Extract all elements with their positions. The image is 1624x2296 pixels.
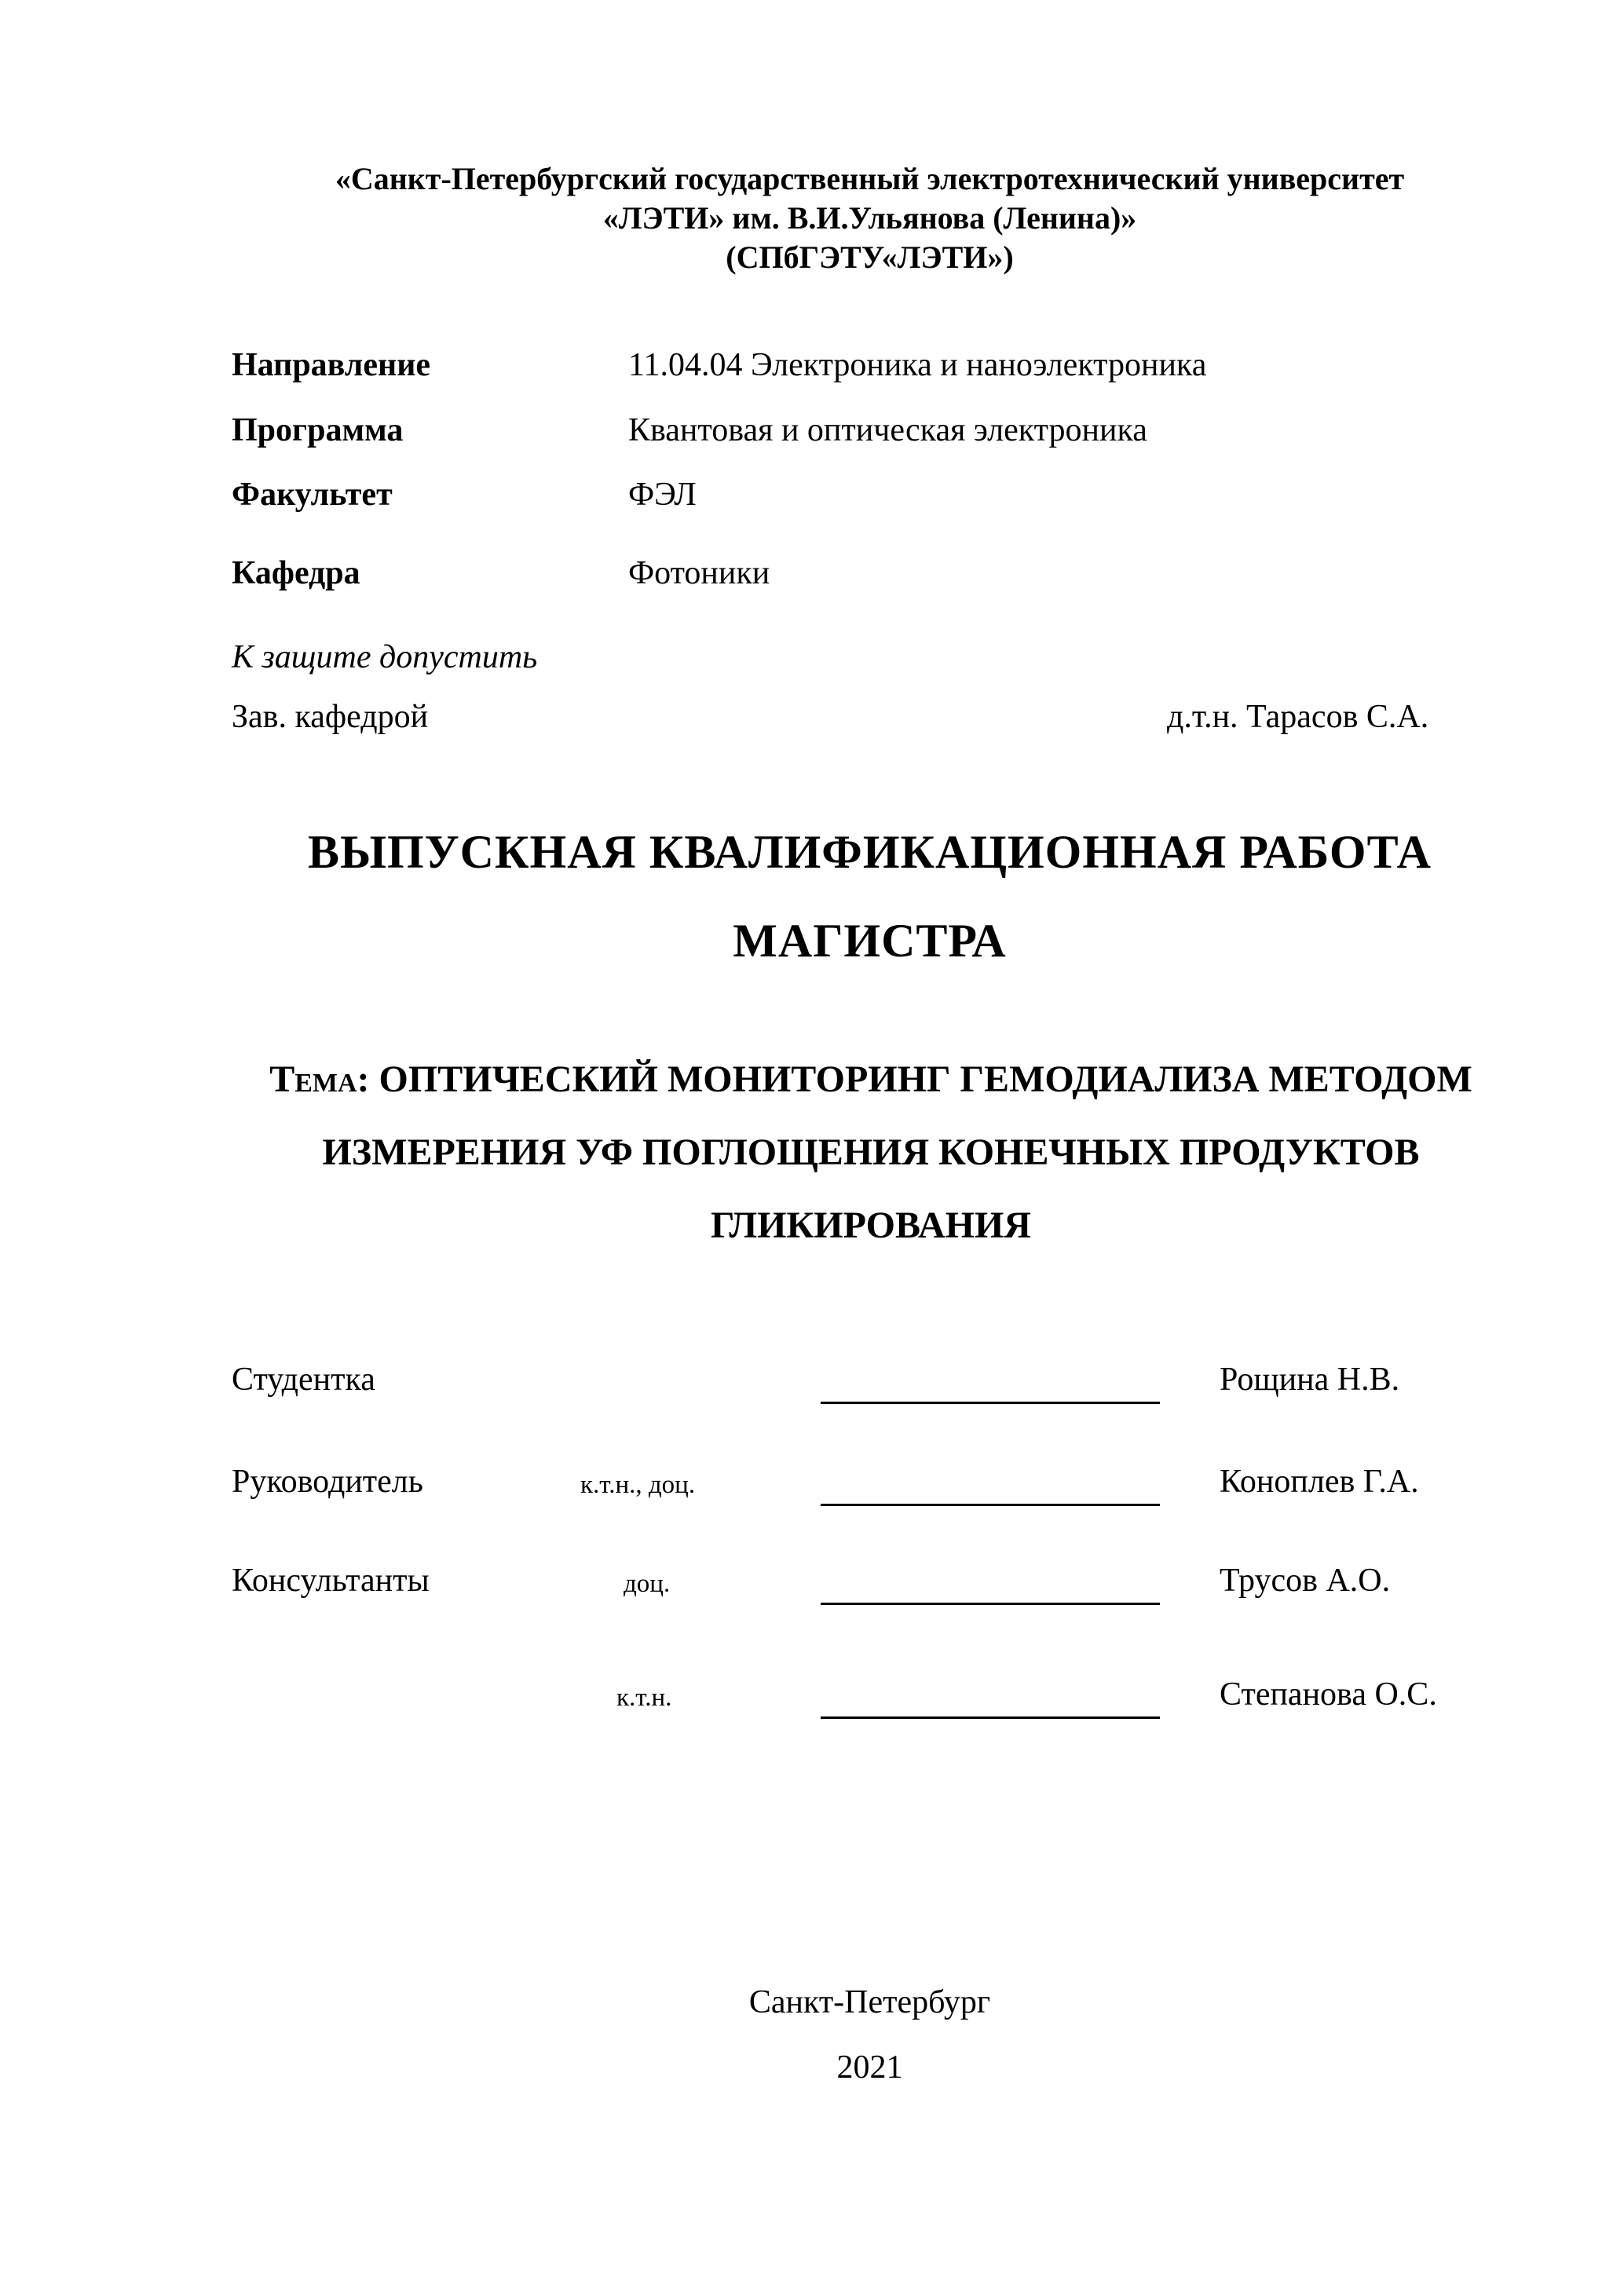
student-label: Студентка <box>232 1362 375 1398</box>
faculty-label: Факультет <box>232 477 393 513</box>
signature-line <box>821 1559 1160 1605</box>
signature-row-supervisor <box>232 1461 1508 1515</box>
department-head-name: д.т.н. Тарасов С.А. <box>1167 699 1429 735</box>
info-row-faculty <box>232 473 1508 517</box>
admission-note: К защите допустить <box>232 639 538 675</box>
supervisor-qualification: к.т.н., доц. <box>580 1471 696 1499</box>
topic-line-3: ГЛИКИРОВАНИЯ <box>711 1205 1031 1246</box>
info-row-program <box>232 409 1508 452</box>
consultant-2-name: Степанова О.С. <box>1220 1676 1437 1713</box>
signature-row-student <box>232 1358 1508 1413</box>
footer-city: Санкт-Петербург <box>748 1984 991 2020</box>
signature-line <box>821 1673 1160 1719</box>
signature-row-consultant-1 <box>232 1559 1508 1614</box>
department-head-label: Зав. кафедрой <box>232 699 429 735</box>
program-label: Программа <box>232 412 404 448</box>
footer-year: 2021 <box>836 2049 903 2086</box>
direction-label: Направление <box>232 347 431 383</box>
program-value: Квантовая и оптическая электроника <box>628 412 1147 448</box>
topic-line-1-text: ОПТИЧЕСКИЙ МОНИТОРИНГ ГЕМОДИАЛИЗА МЕТОДОМ <box>369 1058 1472 1100</box>
consultant-1-name: Трусов А.О. <box>1220 1563 1391 1599</box>
supervisor-name: Коноплев Г.А. <box>1220 1464 1419 1500</box>
university-name-line-1: «Санкт-Петербургский государственный электротехнический университет <box>335 161 1405 196</box>
university-abbreviation: (СПбГЭТУ«ЛЭТИ») <box>726 239 1014 275</box>
consultant-2-qualification: к.т.н. <box>616 1684 672 1712</box>
consultants-label: Консультанты <box>232 1563 430 1599</box>
thesis-title <box>232 808 1508 985</box>
supervisor-label: Руководитель <box>232 1464 423 1500</box>
thesis-title-line-2: МАГИСТРА <box>733 915 1007 967</box>
signature-row-consultant-2 <box>232 1673 1508 1728</box>
direction-value: 11.04.04 Электроника и наноэлектроника <box>628 347 1207 383</box>
consultant-1-qualification: доц. <box>624 1570 671 1598</box>
university-name-line-2: «ЛЭТИ» им. В.И.Ульянова (Ленина)» <box>602 200 1137 236</box>
department-label: Кафедра <box>232 555 360 591</box>
signature-line <box>821 1358 1160 1404</box>
footer <box>232 1981 1508 2089</box>
topic-line-1 <box>212 1043 1530 1116</box>
faculty-value: ФЭЛ <box>628 477 697 513</box>
info-row-direction <box>232 344 1508 387</box>
topic-line-2: ИЗМЕРЕНИЯ УФ ПОГЛОЩЕНИЯ КОНЕЧНЫХ ПРОДУКТОВ <box>322 1132 1420 1173</box>
department-value: Фотоники <box>628 555 770 591</box>
thesis-title-line-1: ВЫПУСКНАЯ КВАЛИФИКАЦИОННАЯ РАБОТА <box>308 826 1432 878</box>
university-header <box>232 159 1508 277</box>
department-head-row <box>232 696 1508 739</box>
topic-label: Тема: <box>269 1058 370 1100</box>
signature-line <box>821 1461 1160 1506</box>
student-name: Рощина Н.В. <box>1220 1362 1400 1398</box>
thesis-topic <box>212 1043 1530 1262</box>
info-row-department <box>232 552 1508 595</box>
